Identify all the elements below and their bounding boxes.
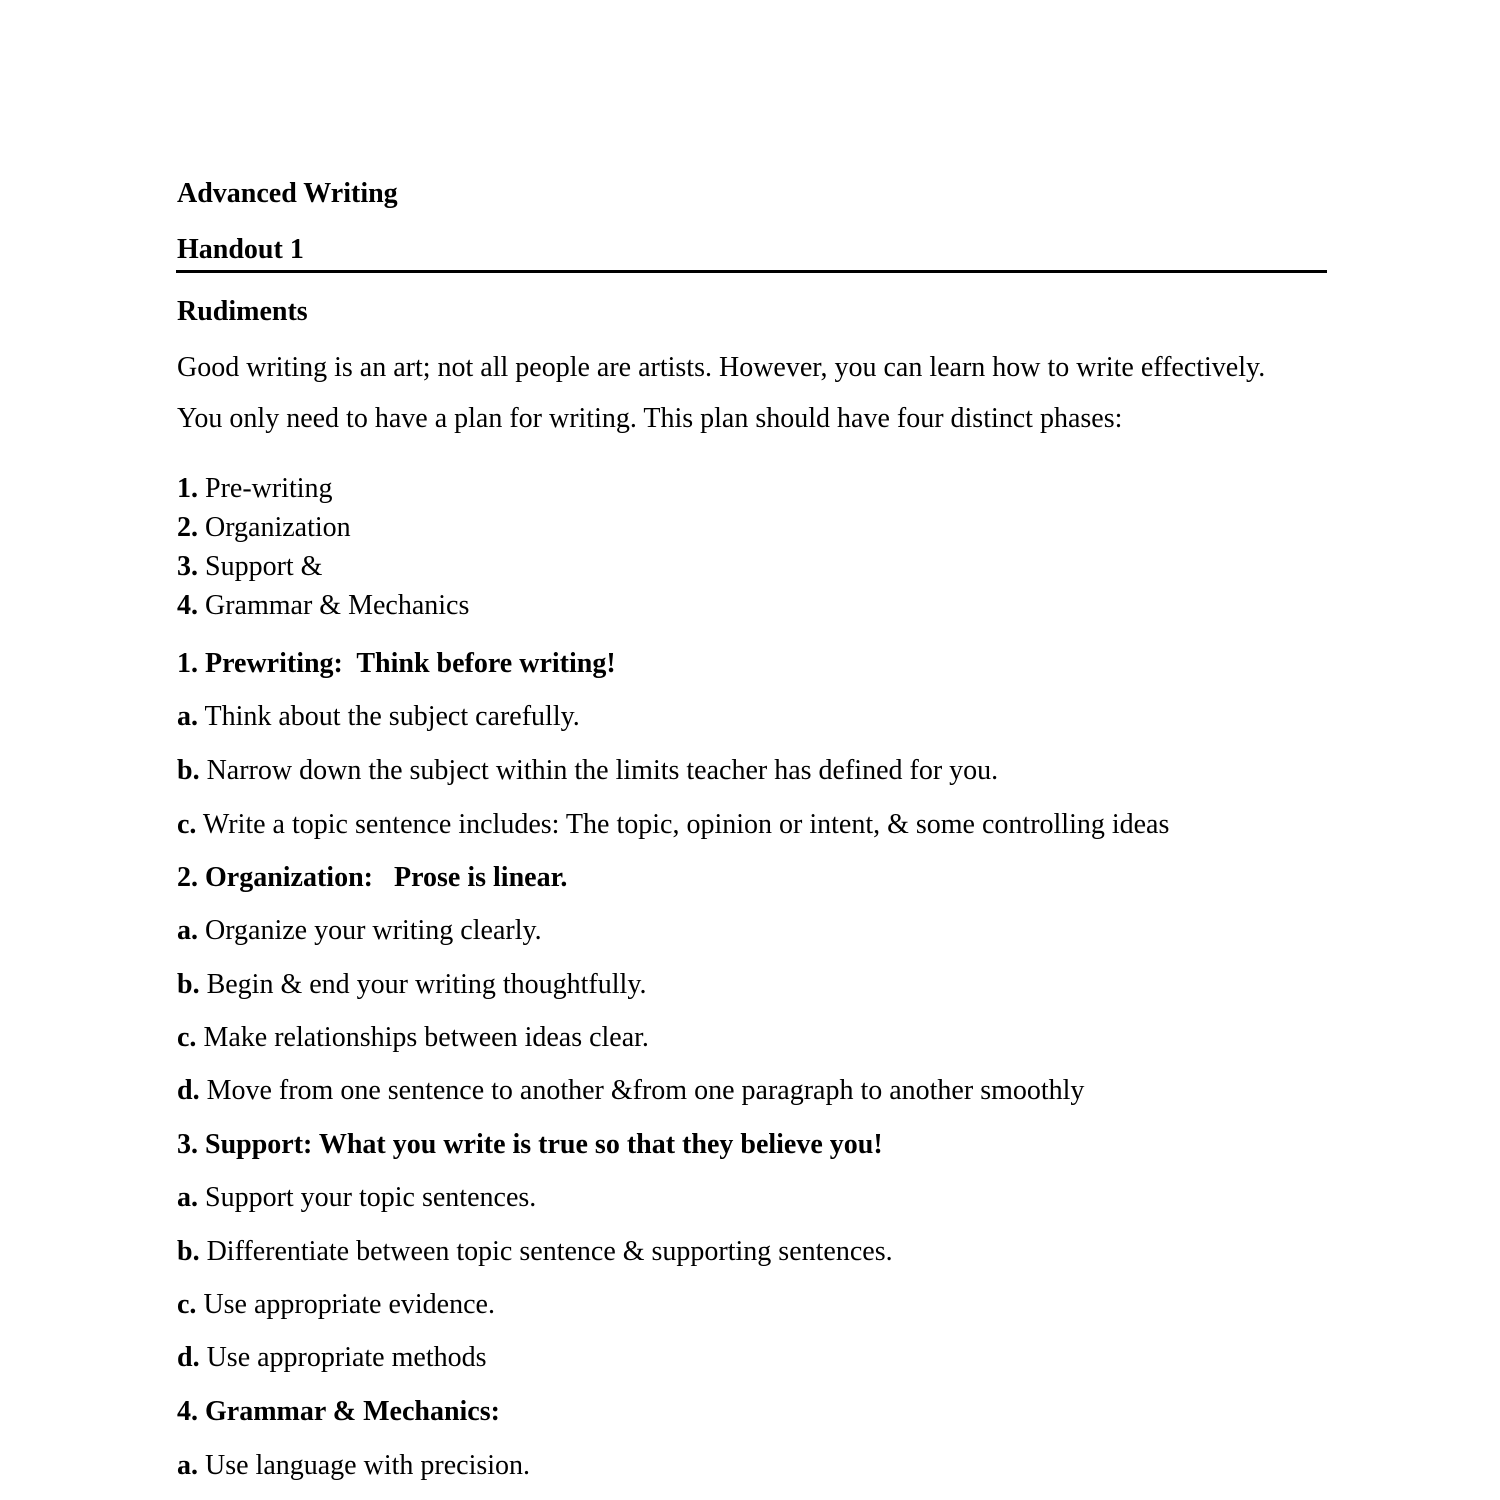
phase-item: 3. Support & xyxy=(177,551,323,582)
section-heading: Rudiments xyxy=(177,296,308,327)
phase-item: 2. Organization xyxy=(177,512,351,543)
section-heading-support: 3. Support: What you write is true so that they believe you! xyxy=(177,1129,883,1160)
list-item: a. Support your topic sentences. xyxy=(177,1182,537,1213)
list-item: d. Move from one sentence to another &from one paragraph to another smoothly xyxy=(177,1075,1085,1106)
phase-item: 4. Grammar & Mechanics xyxy=(177,590,470,621)
list-item: a. Think about the subject carefully. xyxy=(177,701,580,732)
list-item: a. Organize your writing clearly. xyxy=(177,915,542,946)
section-heading-organization: 2. Organization: Prose is linear. xyxy=(177,862,568,893)
list-item: d. Use appropriate methods xyxy=(177,1342,487,1373)
list-item: b. Begin & end your writing thoughtfully. xyxy=(177,969,647,1000)
intro-line: Good writing is an art; not all people are artists. However, you can learn how to write effectively. xyxy=(177,352,1266,383)
document-title: Advanced Writing xyxy=(177,178,398,209)
document-subtitle: Handout 1 xyxy=(177,234,304,265)
list-item: a. Use language with precision. xyxy=(177,1450,531,1481)
list-item: c. Make relationships between ideas clear. xyxy=(177,1022,649,1053)
list-item: b. Differentiate between topic sentence & supporting sentences. xyxy=(177,1236,893,1267)
section-heading-grammar: 4. Grammar & Mechanics: xyxy=(177,1396,500,1427)
intro-line: You only need to have a plan for writing. This plan should have four distinct phases: xyxy=(177,403,1123,434)
list-item: c. Use appropriate evidence. xyxy=(177,1289,495,1320)
list-item: b. Narrow down the subject within the limits teacher has defined for you. xyxy=(177,755,999,786)
phase-item: 1. Pre-writing xyxy=(177,473,333,504)
list-item: c. Write a topic sentence includes: The topic, opinion or intent, & some controlling ideas xyxy=(177,809,1170,840)
horizontal-rule xyxy=(176,270,1327,273)
section-heading-prewriting: 1. Prewriting: Think before writing! xyxy=(177,648,616,679)
